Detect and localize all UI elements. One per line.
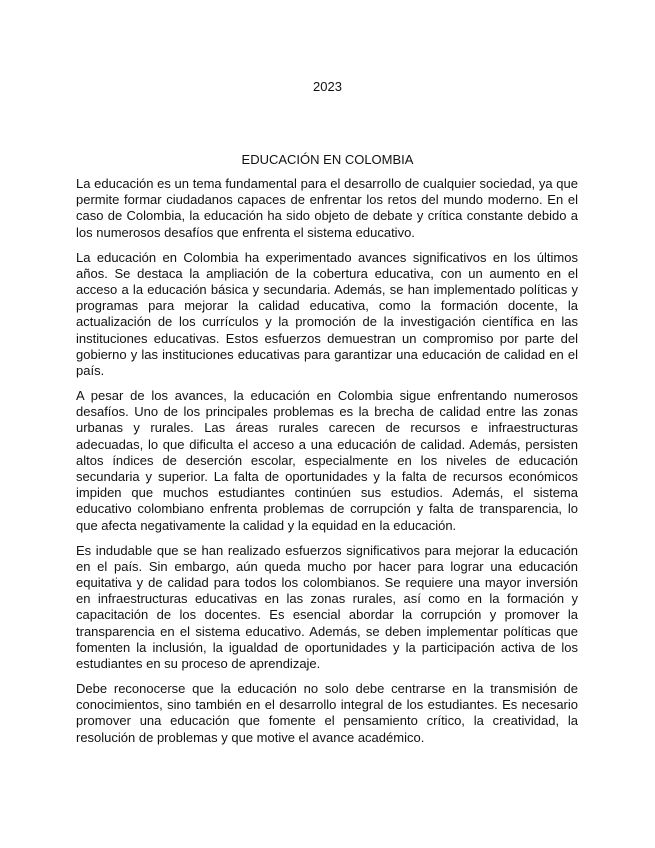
document-body [76,176,578,755]
document-year: 2023 [313,79,342,94]
paragraph-2: La educación en Colombia ha experimentado avances significativos en los últimos años. Se destaca la ampliación de la cobertura educativa, con un aumento en el acceso a la educación básica y secundaria. Además, se han implementado políticas y programas para mejorar la calidad educativa, como la formación docente, la actualización de los currículos y la promoción de la investigación científica en las instituciones educativas. Estos esfuerzos demuestran un compromiso por parte del gobierno y las instituciones educativas para garantizar una educación de calidad en el país. [76,249,578,379]
paragraph-5: Debe reconocerse que la educación no solo debe centrarse en la transmisión de conocimientos, sino también en el desarrollo integral de los estudiantes. Es necesario promover una educación que fomente el pensamiento crítico, la creatividad, la resolución de problemas y que motive el avance académico. [76,681,578,745]
paragraph-3: A pesar de los avances, la educación en Colombia sigue enfrentando numerosos desafíos. Uno de los principales problemas es la brecha de calidad entre las zonas urbanas y rurales. Las áreas rurales carecen de recursos e infraestructuras adecuadas, lo que dificulta el acceso a una educación de calidad. Además, persisten altos índices de deserción escolar, especialmente en los niveles de educación secundaria y superior. La falta de oportunidades y la falta de recursos económicos impiden que muchos estudiantes continúen sus estudios. Además, el sistema educativo colombiano enfrenta problemas de corrupción y falta de transparencia, lo que afecta negativamente la calidad y la equidad en la educación. [76,388,578,533]
paragraph-1: La educación es un tema fundamental para el desarrollo de cualquier sociedad, ya que permite formar ciudadanos capaces de enfrentar los retos del mundo moderno. En el caso de Colombia, la educación ha sido objeto de debate y crítica constante debido a los numerosos desafíos que enfrenta el sistema educativo. [76,176,578,240]
document-title: EDUCACIÓN EN COLOMBIA [241,152,414,167]
paragraph-4: Es indudable que se han realizado esfuerzos significativos para mejorar la educación en el país. Sin embargo, aún queda mucho por hacer para lograr una educación equitativa y de calidad para todos los colombianos. Se requiere una mayor inversión en infraestructuras educativas en las zonas rurales, así como en la formación y capacitación de los docentes. Es esencial abordar la corrupción y promover la transparencia en el sistema educativo. Además, se deben implementar políticas que fomenten la inclusión, la igualdad de oportunidades y la participación activa de los estudiantes en su proceso de aprendizaje. [76,542,578,672]
